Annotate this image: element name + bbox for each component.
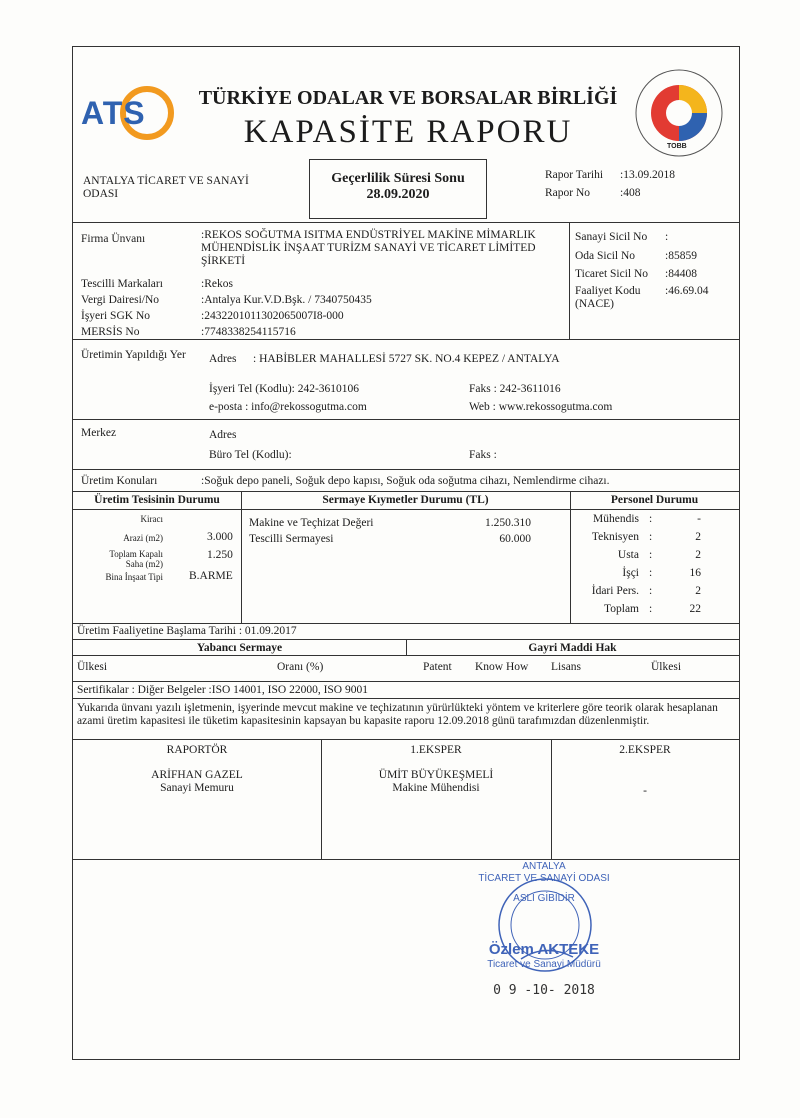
- brands-label: Tescilli Markaları: [81, 278, 163, 290]
- report-date-value: :13.09.2018: [620, 169, 675, 181]
- chamber-reg-label: Oda Sicil No: [575, 250, 636, 262]
- report-date-label: Rapor Tarihi: [545, 169, 604, 181]
- validity-label: Geçerlilik Süresi Sonu: [331, 171, 465, 186]
- mersis-value: :7748338254115716: [201, 326, 296, 338]
- stamp-line1: ANTALYA: [522, 861, 566, 872]
- certificates: Sertifikalar : Diğer Belgeler :ISO 14001, ISO 22000, ISO 9001: [77, 684, 368, 696]
- industry-reg-value: :: [665, 231, 669, 243]
- expert2-title: 2.EKSPER: [619, 744, 671, 756]
- hq-fax: Faks :: [469, 449, 497, 461]
- personnel-master-label: Usta: [617, 549, 639, 561]
- stamp-name: Özlem AKTEKE: [488, 941, 600, 958]
- ats-logo-text: ATS: [81, 95, 146, 131]
- capital-machinery-value: 1.250.310: [485, 517, 531, 529]
- tax-value: :Antalya Kur.V.D.Bşk. / 7340750435: [201, 294, 372, 306]
- production-address-label: Adres: [209, 353, 237, 365]
- personnel-worker-value: 16: [689, 567, 701, 579]
- production-email: e-posta : info@rekossogutma.com: [209, 401, 367, 413]
- validity-date: 28.09.2020: [366, 187, 430, 202]
- foreign-capital-title: Yabancı Sermaye: [196, 642, 283, 654]
- ats-logo: [81, 83, 175, 143]
- personnel-colon: :: [649, 603, 653, 615]
- topics-label: Üretim Konuları: [81, 475, 158, 487]
- industry-reg-label: Sanayi Sicil No: [575, 231, 648, 243]
- intangible-country: Ülkesi: [651, 661, 682, 673]
- facility-building-label: Bina İnşaat Tipi: [105, 572, 163, 582]
- sgk-value: :2432201011302065007I8-000: [201, 310, 344, 322]
- trade-reg-label: Ticaret Sicil No: [575, 268, 649, 280]
- reporter-title: RAPORTÖR: [166, 744, 228, 756]
- production-fax: Faks : 242-3611016: [469, 383, 561, 395]
- personnel-colon: :: [649, 531, 653, 543]
- personnel-master-value: 2: [695, 549, 701, 561]
- org-name: TÜRKİYE ODALAR VE BORSALAR BİRLİĞİ: [198, 87, 618, 109]
- stamp-date: 0 9 -10- 2018: [493, 983, 595, 998]
- stamp-line2: TİCARET VE SANAYİ ODASI: [478, 873, 610, 884]
- personnel-colon: :: [649, 567, 653, 579]
- personnel-colon: :: [649, 585, 653, 597]
- tax-label: Vergi Dairesi/No: [81, 294, 160, 306]
- expert1-role: Makine Mühendisi: [392, 782, 480, 794]
- statement: Yukarıda ünvanı yazılı işletmenin, işyerinde mevcut makine ve teçhizatının yürürlükteki yöntem ve kriterlere göre teorik olarak hesaplanan azami üretim kapasitesi ile tüketim kapasitesinin kapsayan bu kapasite raporu 12.09.2018 günü tarafımızdan düzenlenmiştir.: [77, 702, 718, 727]
- trade-reg-value: :84408: [665, 268, 697, 280]
- reporter-name: ARİFHAN GAZEL: [151, 769, 243, 781]
- intangible-patent: Patent: [423, 661, 452, 673]
- personnel-technician-value: 2: [695, 531, 701, 543]
- capital-registered-value: 60.000: [499, 533, 531, 545]
- chamber-name: ANTALYA TİCARET VE SANAYİ ODASI: [83, 175, 249, 200]
- personnel-technician-label: Teknisyen: [591, 531, 639, 543]
- expert1-title: 1.EKSPER: [410, 744, 462, 756]
- hq-tel: Büro Tel (Kodlu):: [209, 449, 292, 461]
- personnel-total-value: 22: [689, 603, 701, 615]
- personnel-engineer-label: Mühendis: [593, 513, 639, 525]
- certified-copy-stamp: [449, 853, 639, 1003]
- firm-title-label: Firma Ünvanı: [81, 233, 146, 245]
- sgk-label: İşyeri SGK No: [81, 310, 150, 322]
- intangible-knowhow: Know How: [475, 661, 529, 673]
- intangible-license: Lisans: [551, 661, 582, 673]
- capital-title: Sermaye Kıymetler Durumu (TL): [322, 494, 489, 506]
- brands-value: :Rekos: [201, 278, 233, 290]
- production-tel: İşyeri Tel (Kodlu): 242-3610106: [209, 383, 360, 395]
- production-place-label: Üretimin Yapıldığı Yer: [81, 349, 186, 361]
- personnel-colon: :: [649, 549, 653, 561]
- personnel-admin-label: İdari Pers.: [591, 585, 639, 597]
- activity-code-value: :46.69.04: [665, 285, 709, 297]
- personnel-colon: :: [649, 513, 653, 525]
- foreign-ratio-label: Oranı (%): [277, 661, 324, 673]
- personnel-worker-label: İşçi: [622, 567, 639, 579]
- expert1-name: ÜMİT BÜYÜKEŞMELİ: [378, 769, 494, 781]
- personnel-admin-value: 2: [695, 585, 701, 597]
- firm-title-value: :REKOS SOĞUTMA ISITMA ENDÜSTRİYEL MAKİNE MİMARLIK MÜHENDİSLİK İNŞAAT TURİZM SANAYİ VE TİCARET LİMİTED ŞİRKETİ: [201, 229, 536, 267]
- tobb-seal: [633, 67, 725, 159]
- personnel-title: Personel Durumu: [610, 494, 699, 506]
- capital-machinery-label: Makine ve Teçhizat Değeri: [249, 517, 374, 529]
- validity-box: [309, 159, 487, 219]
- facility-title: Üretim Tesisinin Durumu: [94, 494, 220, 506]
- foreign-country-label: Ülkesi: [77, 661, 108, 673]
- capital-registered-label: Tescilli Sermayesi: [249, 533, 334, 545]
- tobb-label: TOBB: [667, 143, 687, 150]
- doc-title: KAPASİTE RAPORU: [243, 114, 573, 150]
- intangible-title: Gayri Maddi Hak: [528, 642, 617, 654]
- chamber-reg-value: :85859: [665, 250, 697, 262]
- mersis-label: MERSİS No: [81, 326, 140, 338]
- reporter-role: Sanayi Memuru: [160, 782, 234, 794]
- facility-land-value: 3.000: [207, 531, 233, 543]
- topics-value: :Soğuk depo paneli, Soğuk depo kapısı, Soğuk oda soğutma cihazı, Nemlendirme cihazı.: [201, 475, 610, 487]
- production-address-value: : HABİBLER MAHALLESİ 5727 SK. NO.4 KEPEZ / ANTALYA: [253, 353, 560, 365]
- start-date: Üretim Faaliyetine Başlama Tarihi : 01.09.2017: [77, 625, 297, 637]
- production-web: Web : www.rekossogutma.com: [469, 401, 613, 413]
- facility-closed-area-value: 1.250: [207, 549, 233, 561]
- personnel-total-label: Toplam: [604, 603, 639, 615]
- facility-building-value: B.ARME: [189, 570, 233, 582]
- report-no-label: Rapor No: [545, 187, 591, 199]
- hq-label: Merkez: [81, 427, 117, 439]
- hq-address-label: Adres: [209, 429, 237, 441]
- personnel-engineer-value: -: [697, 513, 701, 525]
- activity-code-label: Faaliyet Kodu (NACE): [575, 285, 641, 310]
- facility-land-label: Arazi (m2): [123, 533, 163, 543]
- stamp-line3: ASLI GİBİDİR: [513, 893, 575, 904]
- facility-closed-area-label: Toplam Kapalı Saha (m2): [109, 549, 163, 569]
- stamp-role: Ticaret ve Sanayi Müdürü: [487, 959, 601, 970]
- facility-rent-label: Kiracı: [140, 514, 163, 524]
- report-no-value: :408: [620, 187, 641, 199]
- document-frame: [72, 46, 740, 1060]
- expert2-role: -: [643, 785, 647, 797]
